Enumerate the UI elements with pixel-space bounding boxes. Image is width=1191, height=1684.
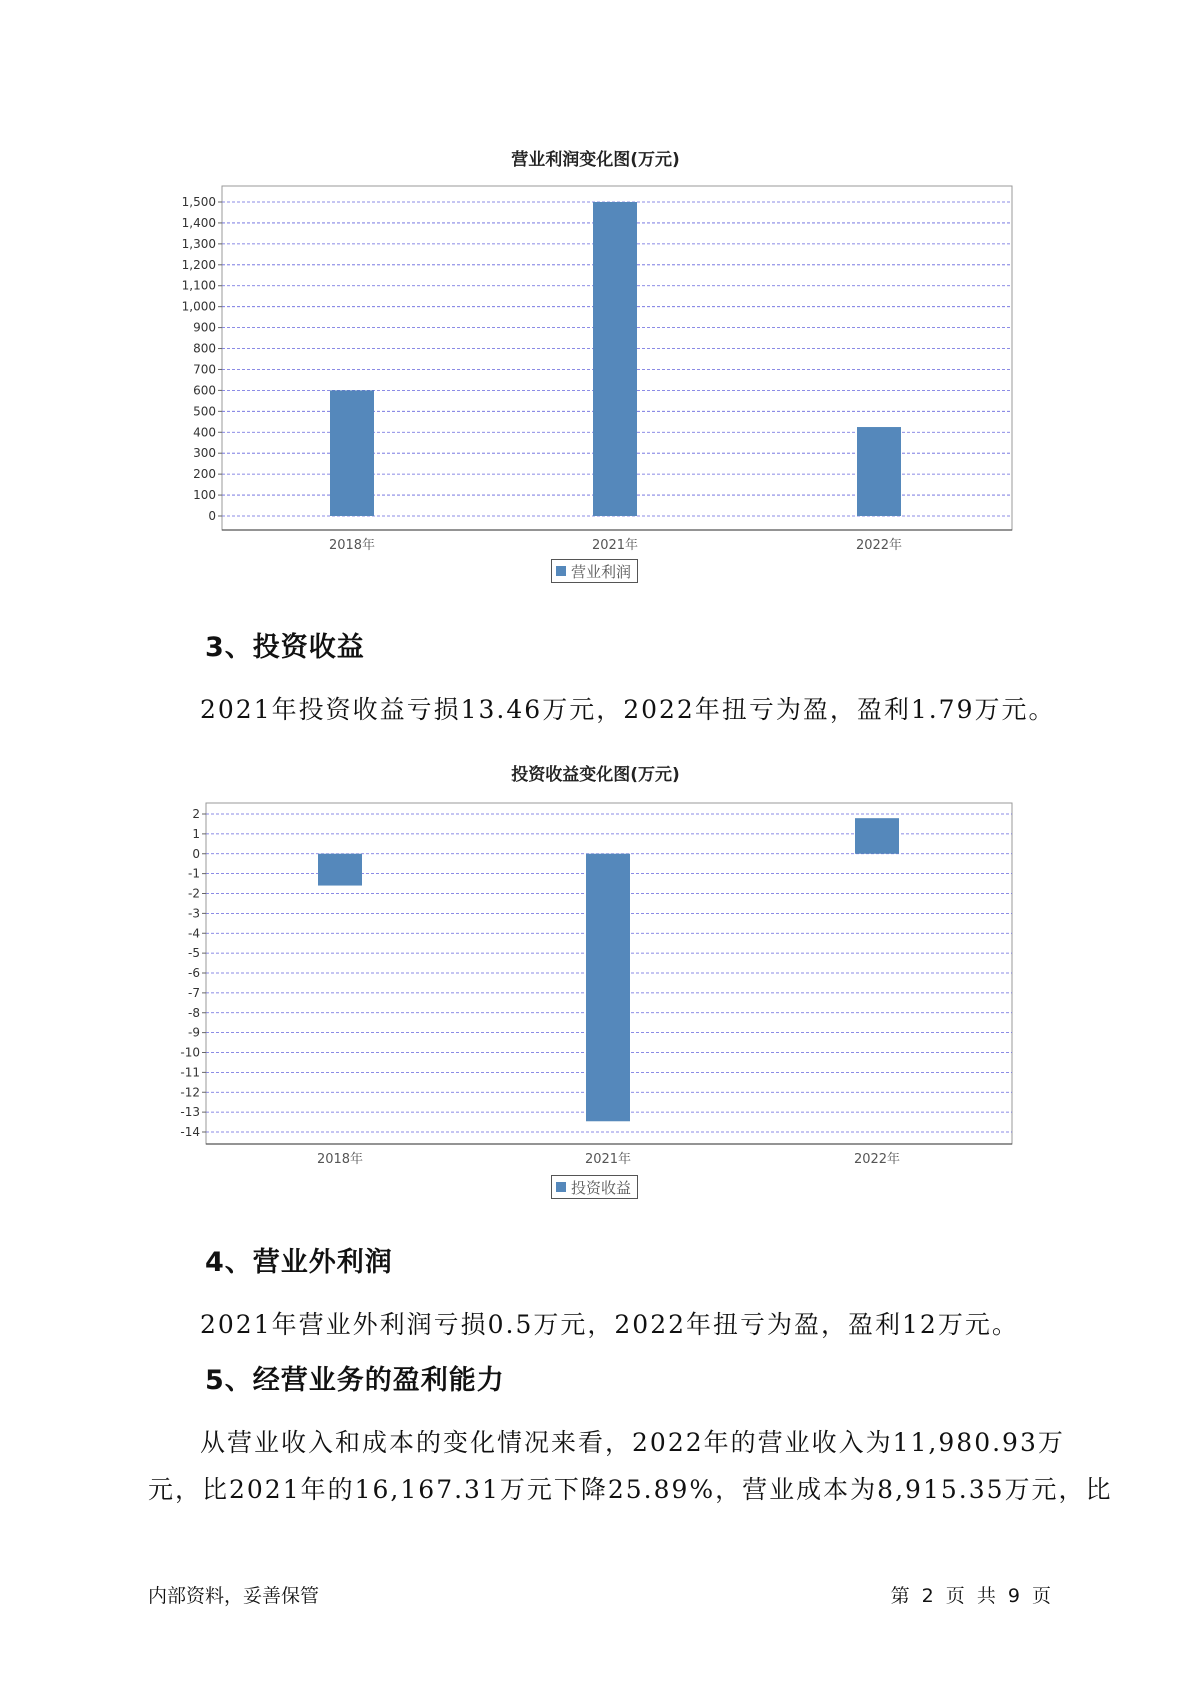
section4-text: 2021年营业外利润亏损0.5万元，2022年扭亏为盈，盈利12万元。 xyxy=(200,1310,1019,1339)
chart2-title: 投资收益变化图(万元) xyxy=(511,765,680,785)
x-tick-label: 2021年 xyxy=(591,538,639,553)
y-tick-label: 700 xyxy=(193,362,216,377)
y-tick-label: 900 xyxy=(193,320,216,335)
bar-1 xyxy=(318,854,362,886)
chart2-legend-label: 投资收益 xyxy=(571,1178,632,1197)
y-tick-label: -8 xyxy=(188,1005,200,1020)
y-tick-label: 500 xyxy=(193,404,216,419)
chart1-title: 营业利润变化图(万元) xyxy=(511,150,680,170)
y-tick-label: -10 xyxy=(180,1045,200,1060)
y-tick-label: -11 xyxy=(180,1065,200,1080)
y-tick-label: -14 xyxy=(180,1125,200,1139)
y-tick-label: -6 xyxy=(188,966,200,980)
section5-line1: 从营业收入和成本的变化情况来看，2022年的营业收入为11,980.93万 xyxy=(200,1428,1065,1457)
legend-swatch xyxy=(556,1182,566,1192)
bar-2 xyxy=(586,854,630,1122)
section3-heading: 3、投资收益 xyxy=(205,632,365,663)
x-tick-label: 2022年 xyxy=(855,538,903,553)
chart1-legend-label: 营业利润 xyxy=(571,562,632,581)
y-tick-label: 1,100 xyxy=(181,278,216,293)
y-tick-label: -13 xyxy=(180,1105,200,1120)
chart2-legend xyxy=(551,1175,638,1199)
bar-3 xyxy=(855,818,899,854)
y-tick-label: -7 xyxy=(188,985,200,1000)
x-tick-label: 2021年 xyxy=(584,1152,632,1167)
y-tick-label: 1,300 xyxy=(181,236,216,251)
y-tick-label: 2 xyxy=(192,807,200,821)
x-tick-label: 2022年 xyxy=(853,1152,901,1167)
section3-text: 2021年投资收益亏损13.46万元，2022年扭亏为盈，盈利1.79万元。 xyxy=(200,695,1056,724)
y-tick-label: -4 xyxy=(188,926,200,941)
y-tick-label: 1 xyxy=(192,826,200,841)
footer-page-number: 第 2 页 共 9 页 xyxy=(890,1585,1051,1607)
x-tick-label: 2018年 xyxy=(316,1152,364,1167)
y-tick-label: -12 xyxy=(180,1085,200,1100)
y-tick-label: 300 xyxy=(193,446,216,461)
y-tick-label: -1 xyxy=(188,866,200,881)
footer-confidential: 内部资料，妥善保管 xyxy=(148,1585,320,1607)
y-tick-label: 1,500 xyxy=(181,195,216,209)
y-tick-label: 1,000 xyxy=(181,299,216,314)
y-tick-label: 100 xyxy=(193,488,216,503)
y-tick-label: 1,200 xyxy=(181,257,216,272)
section5-heading: 5、经营业务的盈利能力 xyxy=(205,1365,505,1396)
y-tick-label: 400 xyxy=(193,425,216,440)
y-tick-label: 800 xyxy=(193,341,216,356)
section5-line2: 元，比2021年的16,167.31万元下降25.89%，营业成本为8,915.35万元，比 xyxy=(148,1475,1113,1504)
y-tick-label: -3 xyxy=(188,906,200,921)
y-tick-label: -5 xyxy=(188,946,200,961)
y-tick-label: -9 xyxy=(188,1025,200,1040)
y-tick-label: 0 xyxy=(192,846,200,861)
x-tick-label: 2018年 xyxy=(328,538,376,553)
y-tick-label: 0 xyxy=(208,509,216,523)
section4-heading: 4、营业外利润 xyxy=(205,1247,393,1278)
y-tick-label: 1,400 xyxy=(181,215,216,230)
y-tick-label: -2 xyxy=(188,886,200,901)
y-tick-label: 200 xyxy=(193,467,216,482)
y-tick-label: 600 xyxy=(193,383,216,398)
